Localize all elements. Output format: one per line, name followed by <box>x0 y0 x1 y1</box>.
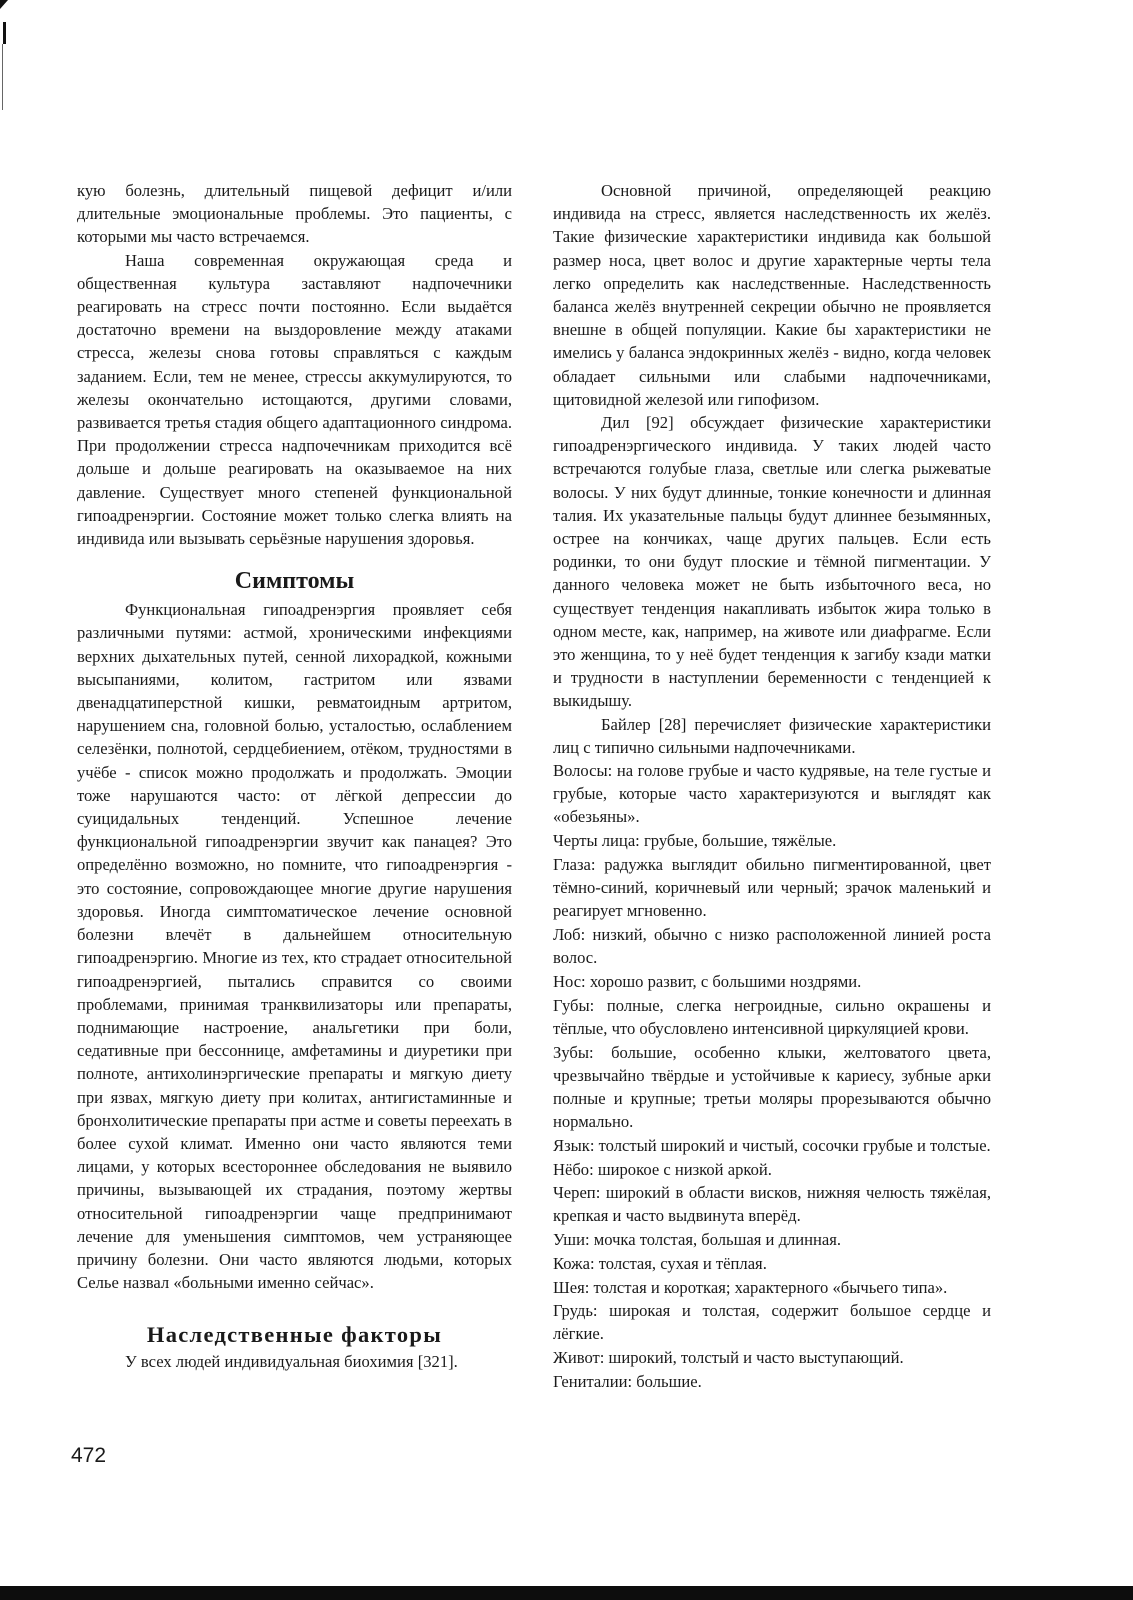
list-item-neck: Шея: толстая и короткая; характерного «бычьего типа». <box>553 1277 948 1297</box>
list-item-nose: Нос: хорошо развит, с большими ноздрями. <box>553 971 862 991</box>
list-item-teeth: Зубы: большие, особенно клыки, желтоватого цвета, чрезвычайно твёрдые и устойчивые к кариесу, зубные арки полные и крупные; третьи моляры прорезываются обычно нормально. <box>553 1042 991 1132</box>
list-item-face: Черты лица: грубые, большие, тяжёлые. <box>553 831 837 851</box>
list-item-skin: Кожа: толстая, сухая и тёплая. <box>553 1253 767 1273</box>
list-item-palate: Нёбо: широкое с низкой аркой. <box>553 1159 772 1179</box>
list-item-tongue: Язык: толстый широкий и чистый, сосочки грубые и толстые. <box>553 1135 991 1155</box>
list-item-eyes: Глаза: радужка выглядит обильно пигментированной, цвет тёмно-синий, коричневый или черный; зрачок маленький и реагирует мгновенно. <box>553 854 991 921</box>
paragraph-environment: Наша современная окружающая среда и общественная культура заставляют надпочечники реагировать на стресс почти постоянно. Если выдаётся достаточно времени на выздоровление между атаками стресса, железы снова готовы справляться с каждым заданием. Если, тем не менее, стрессы аккумулируются, то железы окончательно истощаются, другими словами, развивается третья стадия общего адаптационного синдрома. При продолжении стресса надпочечникам приходится всё дольше и дольше реагировать на оказываемое на них давление. Существует много степеней функциональной гипоадренэргии. Состояние может только слегка влиять на индивида или вызывать серьёзные нарушения здоровья. <box>77 250 512 549</box>
page-number: 472 <box>71 1444 107 1467</box>
heading-symptoms: Симптомы <box>234 568 355 595</box>
paragraph-heredity-cause: Основной причиной, определяющей реакцию индивида на стресс, является наследственность их желёз. Такие физические характеристики индивида как большой размер носа, цвет волос и другие характерные черты тела легко определить как наследственные. Наследственность баланса желёз внутренней секреции обычно не проявляется внешне в общей популяции. Какие бы характеристики не имелись у баланса эндокринных желёз - видно, когда человек обладает сильными или слабыми надпочечниками, щитовидной железой или гипофизом. <box>553 181 991 409</box>
paragraph-dil: Дил [92] обсуждает физические характеристики гипоадренэргического индивида. У таких людей часто встречаются голубые глаза, светлые или слегка рыжеватые волосы. У них будут длинные, тонкие конечности и длинная талия. Их указательные пальцы будут длиннее безымянных, острее на кончиках, чаще других пальцев. Если есть родинки, то они будут плоские и тёмной пигментации. У данного человека может не быть избыточного веса, но существует тенденция накапливать избыток жира только в одном месте, как, например, на животе или диафрагме. Если это женщина, то у неё будет тенденция к загибу кзади матки и трудности в наступлении беременности с тенденцией к выкидышу. <box>553 413 991 711</box>
paragraph-heredity-intro: У всех людей индивидуальная биохимия [321]. <box>125 1352 458 1372</box>
right-column <box>553 179 991 1394</box>
heading-heredity: Наследственные факторы <box>146 1322 443 1348</box>
paragraph-symptoms: Функциональная гипоадренэргия проявляет себя различными путями: астмой, хроническими инфекциями верхних дыхательных путей, сенной лихорадкой, кожными высыпаниями, колитом, гастритом или язвами двенадцатиперстной кишки, ревматоидным артритом, нарушением сна, головной болью, усталостью, ослаблением селезёнки, полнотой, сердцебиением, отёком, трудностями в учёбе - список можно продолжать и продолжать. Эмоции тоже нарушаются часто: от лёгкой депрессии до суицидальных тенденций. Успешное лечение функциональной гипоадренэргии звучит как панацея? Это определённо возможно, но помните, что гипоадренэргия - это состояние, сопровождающее многие другие нарушения здоровья. Иногда симптоматическое лечение основной болезни влечёт в дальнейшем относительную гипоадренэргию. Многие из тех, кто страдает относительной гипоадренэргией, пытались справится со своими проблемами, принимая транквилизаторы или препараты, поднимающие настроение, анальгетики при боли, седативные при бессоннице, амфетамины и диуретики при полноте, антихолинэргические препараты и мягкую диету при язвах, мягкую диету при колитах, антигистаминные и бронхолитические препараты при астме и советы переехать в более сухой климат. Именно они часто являются теми лицами, у которых всестороннее обследования не выявило причины, вызывающей их страдания, поэтому жертвы относительной гипоадренэргии чаще предпринимают лечение для уменьшения симптомов, чем устраняющее причину болезни. Они часто являются людьми, которых Селье назвал «больными именно сейчас». <box>77 600 512 1293</box>
list-item-chest: Грудь: широкая и толстая, содержит большое сердце и лёгкие. <box>553 1301 991 1344</box>
characteristics-list <box>553 759 991 1393</box>
paragraph-continuation: кую болезнь, длительный пищевой дефицит и/или длительные эмоциональные проблемы. Это пациенты, с которыми мы часто встречаемся. <box>77 181 512 247</box>
paragraph-bailer: Байлер [28] перечисляет физические характеристики лиц с типично сильными надпочечниками. <box>553 714 991 757</box>
list-item-genitals: Гениталии: большие. <box>553 1371 702 1391</box>
list-item-hair: Волосы: на голове грубые и часто кудрявые, на теле густые и грубые, которые часто характеризуются и выглядят как «обезьяны». <box>553 761 991 827</box>
scan-bottom-border <box>0 1586 1133 1600</box>
list-item-lips: Губы: полные, слегка негроидные, сильно окрашены и тёплые, что обусловлено интенсивной циркуляцией крови. <box>553 995 991 1038</box>
list-item-skull: Череп: широкий в области висков, нижняя челюсть тяжёлая, крепкая и часто выдвинута вперёд. <box>553 1183 991 1226</box>
list-item-ears: Уши: мочка толстая, большая и длинная. <box>553 1230 842 1250</box>
scan-corner-mark <box>0 0 8 120</box>
list-item-forehead: Лоб: низкий, обычно с низко расположенной линией роста волос. <box>553 925 991 968</box>
left-column <box>77 179 512 1374</box>
list-item-abdomen: Живот: широкий, толстый и часто выступающий. <box>553 1348 904 1368</box>
